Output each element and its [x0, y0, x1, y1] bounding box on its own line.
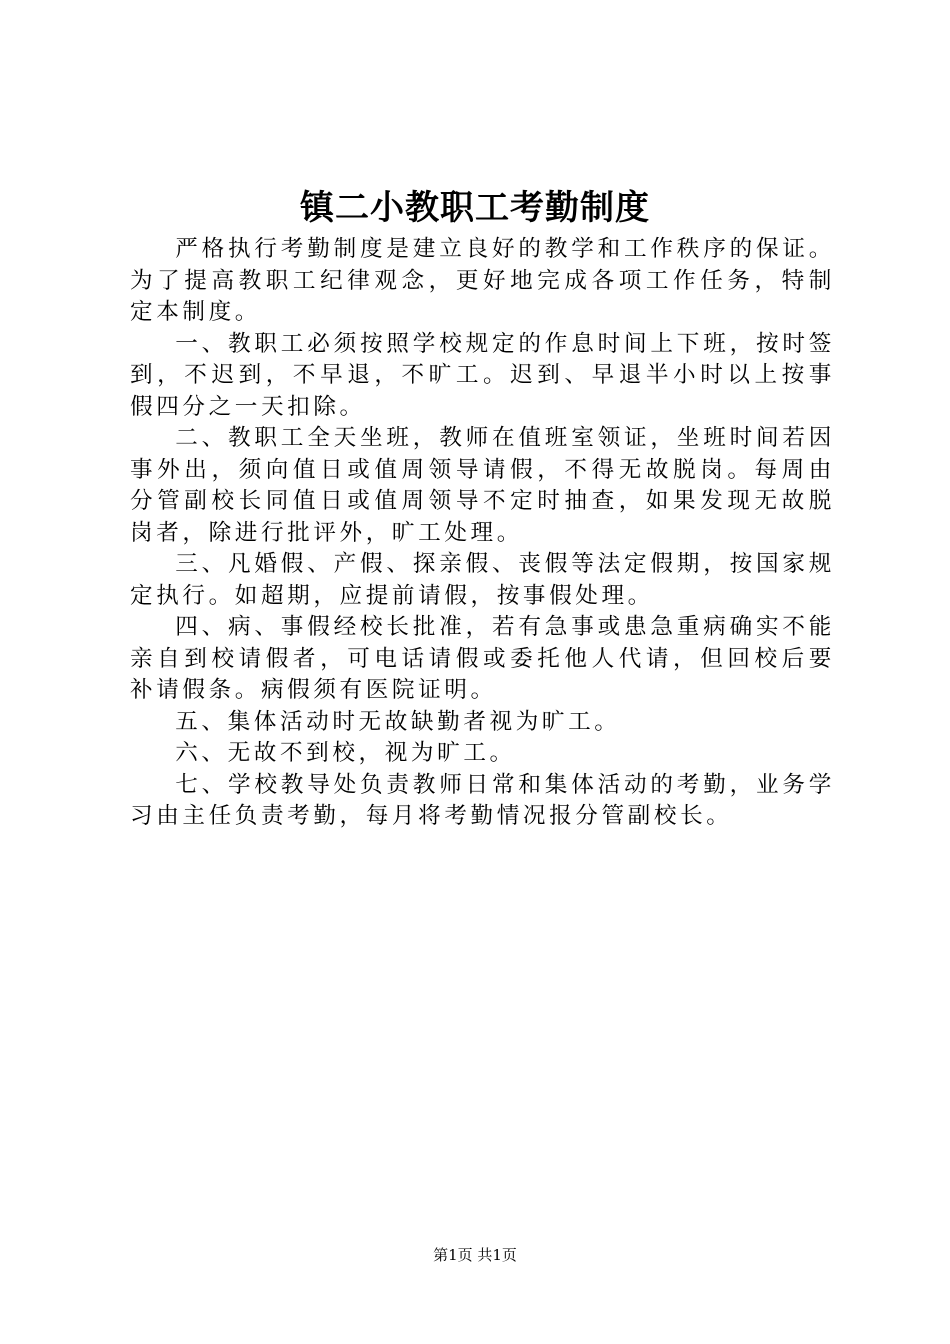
page-footer: 第1页 共1页 [433, 1246, 517, 1264]
paragraph-intro: 严格执行考勤制度是建立良好的教学和工作秩序的保证。为了提高教职工纪律观念，更好地完成各项工作任务，特制定本制度。 [130, 236, 835, 325]
document-body [130, 234, 835, 833]
paragraph-rule-1: 一、教职工必须按照学校规定的作息时间上下班，按时签到，不迟到，不早退，不旷工。迟到、早退半小时以上按事假四分之一天扣除。 [130, 330, 835, 420]
paragraph-rule-4: 四、病、事假经校长批准，若有急事或患急重病确实不能亲自到校请假者，可电话请假或委托他人代请，但回校后要补请假条。病假须有医院证明。 [130, 614, 835, 703]
document-title: 镇二小教职工考勤制度 [300, 188, 650, 228]
paragraph-rule-6: 六、无故不到校，视为旷工。 [175, 740, 516, 766]
paragraph-rule-3: 三、凡婚假、产假、探亲假、丧假等法定假期，按国家规定执行。如超期，应提前请假，按事假处理。 [130, 551, 835, 609]
paragraph-rule-2: 二、教职工全天坐班，教师在值班室领证，坐班时间若因事外出，须向值日或值周领导请假，不得无故脱岗。每周由分管副校长同值日或值周领导不定时抽查，如果发现无故脱岗者，除进行批评外，旷工处理。 [130, 425, 835, 546]
paragraph-rule-7: 七、学校教导处负责教师日常和集体活动的考勤，业务学习由主任负责考勤，每月将考勤情况报分管副校长。 [130, 771, 835, 829]
paragraph-rule-5: 五、集体活动时无故缺勤者视为旷工。 [175, 708, 621, 735]
